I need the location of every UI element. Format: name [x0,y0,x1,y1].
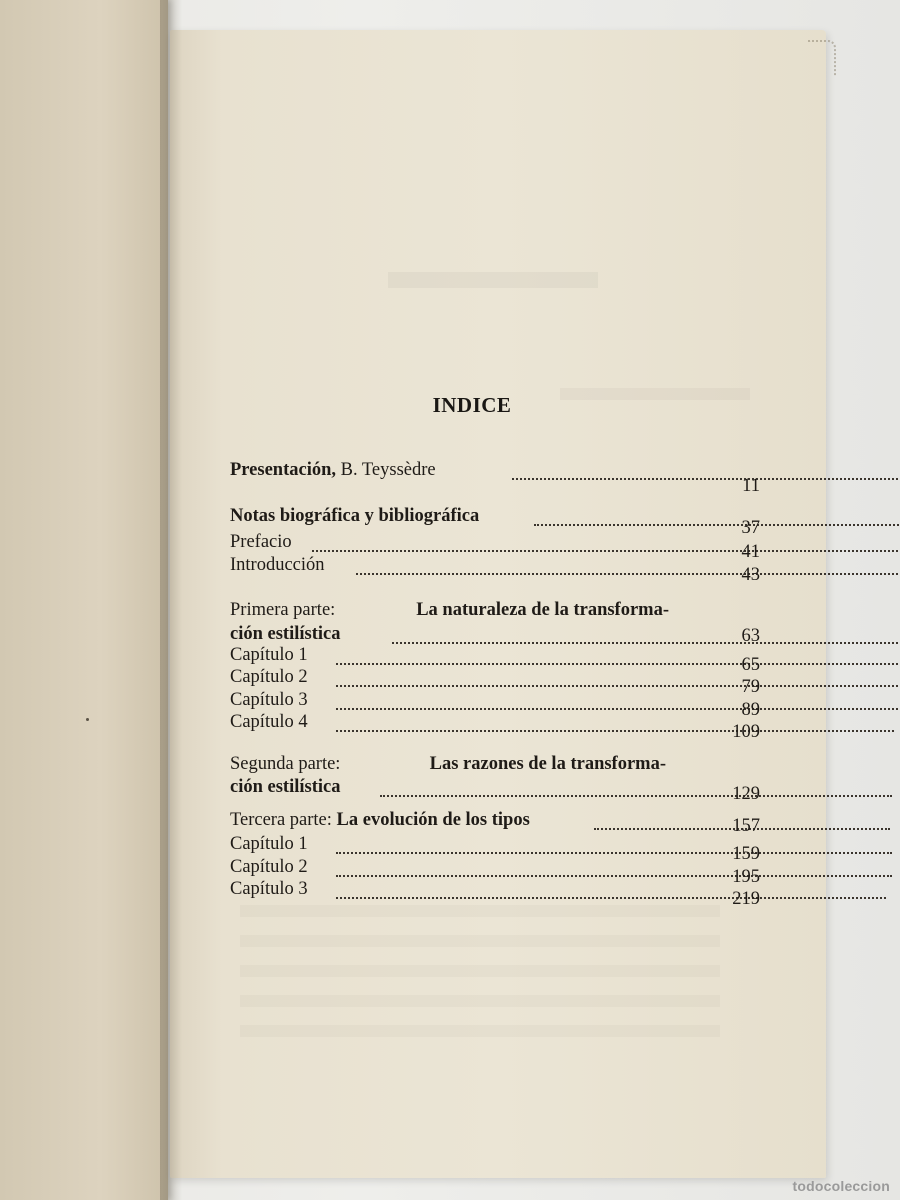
toc-entry [230,688,760,720]
leader-dots [336,675,900,687]
toc-entry-label: Capítulo 2 [230,857,308,877]
toc-entry-label: Capítulo 4 [230,712,308,732]
toc-entry [230,530,760,562]
toc-entry [230,553,760,585]
leader-dots [512,468,900,480]
toc-entry [230,710,760,742]
toc-entry-label: Prefacio [230,532,292,552]
toc-entry-label: Presentación, B. Teyssèdre [230,460,436,480]
toc-entry-label: Capítulo 3 [230,879,308,899]
leader-dots [534,514,900,526]
toc-entry [230,504,760,538]
leader-dots [336,653,900,665]
toc-page-number: 37 [741,518,760,538]
part-label: Segunda parte: [230,754,341,774]
spine-shadow [160,0,182,1200]
leader-dots [336,698,900,710]
toc-page-number: 219 [732,889,760,909]
toc-entry-label: Tercera parte: La evolución de los tipos [230,810,530,830]
torn-corner [808,40,836,76]
toc-page-number: 43 [741,565,760,585]
show-through-line [240,1025,720,1037]
toc-page-number: 41 [741,542,760,562]
toc-entry [230,855,760,887]
leader-dots [336,887,886,899]
part-label: Primera parte: [230,600,336,620]
leader-dots [356,563,900,575]
toc-entry [230,614,760,646]
toc-entry [230,768,760,804]
show-through-line [388,272,598,288]
watermark-logo: todocoleccion [792,1178,890,1194]
toc-page-number: 79 [741,677,760,697]
show-through-line [240,935,720,947]
toc-page-number: 11 [742,476,760,496]
toc-page-number: 89 [741,700,760,720]
show-through-line [240,905,720,917]
ink-speck [86,718,89,721]
toc-entry-label: Notas biográfica y bibliográfica [230,506,480,526]
toc-entry [230,832,760,864]
leader-dots [336,720,894,732]
toc-entry-label: Capítulo 1 [230,834,308,854]
toc-entry [230,643,760,675]
toc-page-number: 109 [732,722,760,742]
toc-entry-label: Capítulo 2 [230,667,308,687]
leader-dots [380,785,892,797]
toc-page-number: 65 [741,655,760,675]
left-page [0,0,168,1200]
leader-dots [336,842,892,854]
toc-entry-label: ción estilística [230,777,341,797]
show-through-line [240,995,720,1007]
show-through-line [240,965,720,977]
part-title: La naturaleza de la transforma- [416,600,669,620]
toc-page-number: 129 [732,784,760,804]
leader-dots [336,865,892,877]
toc-entry-label: Introducción [230,555,325,575]
toc-entry [230,665,760,697]
page-title: INDICE [432,393,512,417]
toc-entry-label: Capítulo 1 [230,645,308,665]
toc-entry-label: ción estilística [230,624,341,644]
toc-page-number: 195 [732,867,760,887]
toc-page-number: 63 [741,626,760,646]
toc-page-number: 159 [732,844,760,864]
leader-dots [312,540,900,552]
toc-page-number: 157 [732,816,760,836]
toc-entry [230,458,760,496]
toc-entry [230,808,760,836]
toc-entry-label: Capítulo 3 [230,690,308,710]
part-title: Las razones de la transforma- [429,754,666,774]
toc-entry [230,877,760,909]
